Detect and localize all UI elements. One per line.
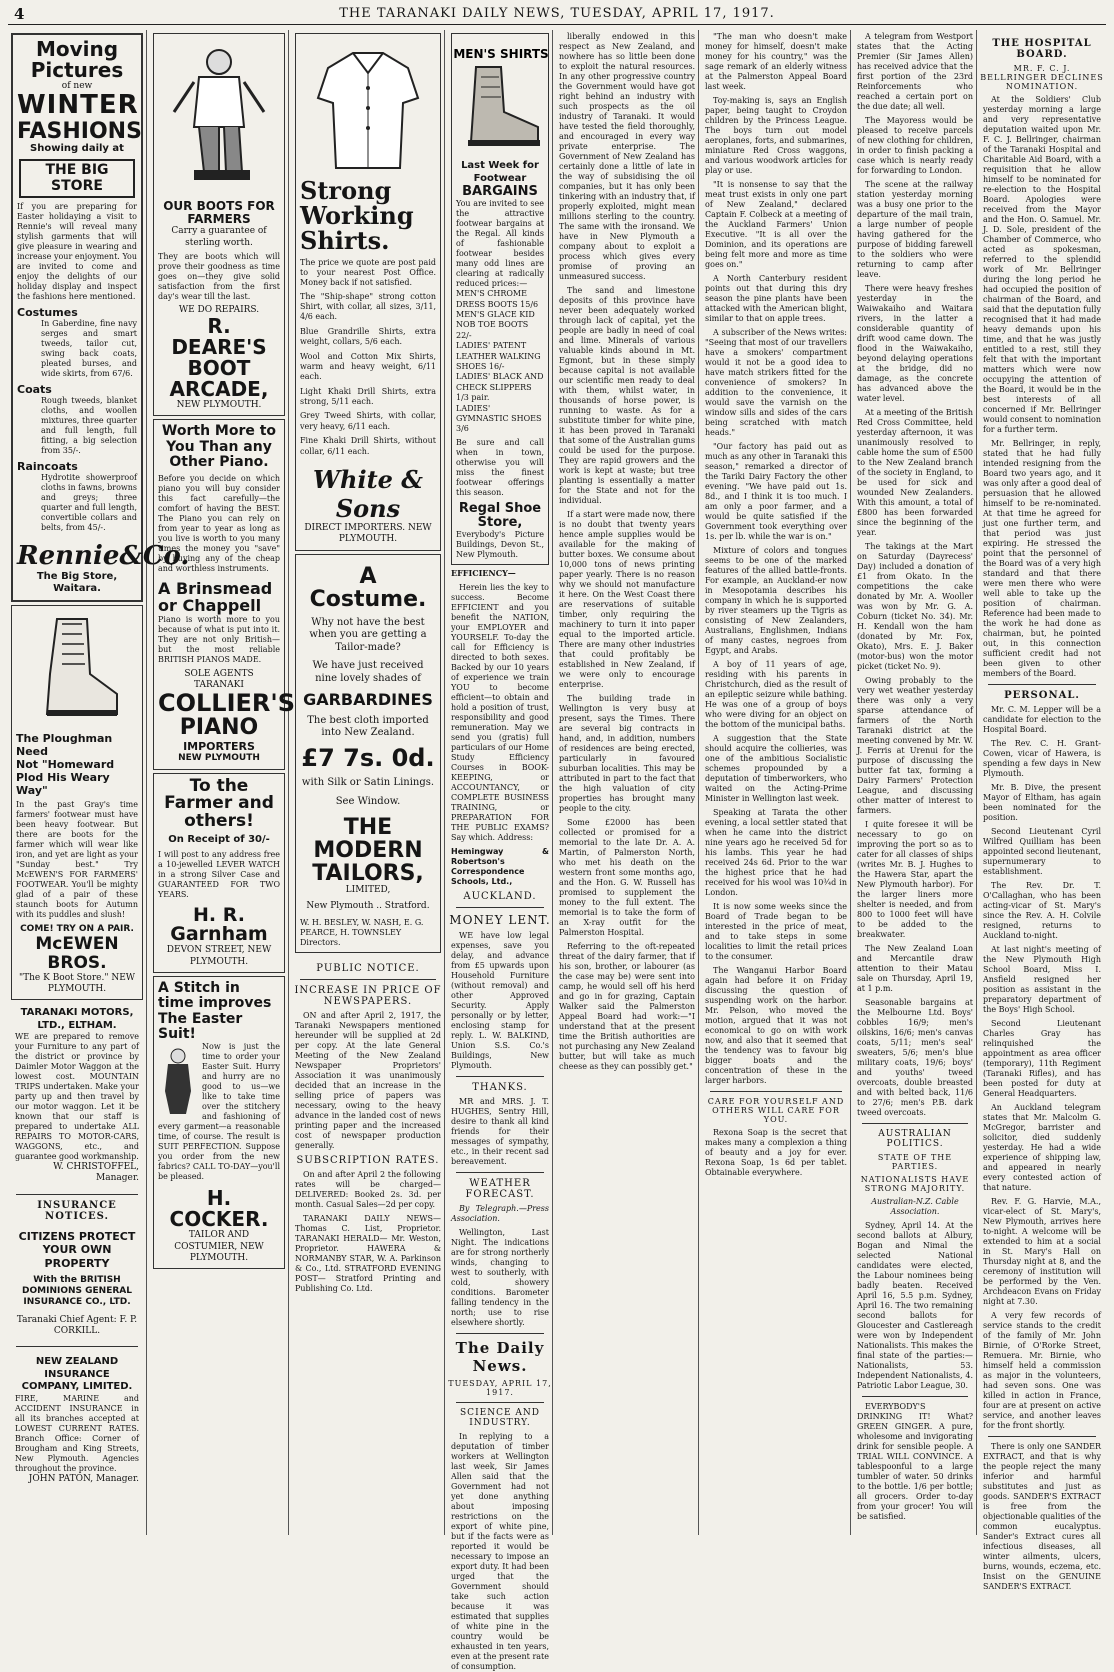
article-body: "The man who doesn't make money for himself, doesn't make money for his country," was the sage remark of an elderly witness at the Palmerston Appeal Board last week. <box>705 32 847 91</box>
efficiency-heading: EFFICIENCY— <box>451 568 516 579</box>
article-heading <box>448 568 552 579</box>
ad-body: FIRE, MARINE and ACCIDENT INSURANCE in all its branches accepted at LOWEST CURRENT RATES. Branch Office: Corner of Brougham and King Streets, New Plymouth. Agencies throughout the province. <box>15 1393 139 1473</box>
ad-text: IMPORTERS <box>183 739 255 753</box>
ad-headline: CITIZENS PROTECT YOUR OWN PROPERTY <box>18 1229 136 1271</box>
ad-body: Piano is worth more to you because of what is put into it. They are not only British—but the most reliable BRITISH PIANOS MADE. <box>158 614 280 664</box>
white-sons-advert <box>295 33 441 551</box>
list-item: Fine Khaki Drill Shirts, without collar, 6/11 each. <box>300 436 436 456</box>
personal-item: The Rev. C. H. Grant-Cowen, vicar of Hawera, is spending a few days in New Plymouth. <box>983 739 1101 778</box>
column-5 <box>556 30 699 1535</box>
article-body: Owing probably to the very wet weather yesterday there was only a very sparse attendance of farmers of the North Taranaki district at the meeting convened by Mr. W. J. Ferris at Urenui for the purpose of discussing the butter fat tax, forming a Dairy Farmers' Protection League, and discussing other matter of interest to farmers. <box>857 676 973 815</box>
list-item: MEN'S CHROME DRESS BOOTS 15/6 <box>456 289 539 309</box>
ad-text: Carry a guarantee of sterling worth. <box>171 226 267 248</box>
article-body: WE have low legal expenses, save you delay, and advance from £5 upwards upon Household Furniture (without removal) and other Approved Security. Apply personally or by letter, enclosing stamp for reply. L. W. BALKIND, Union S.S. Co.'s Buildings, New Plymouth. <box>451 931 549 1071</box>
ad-text: Everybody's Picture Buildings, Devon St., New Plymouth. <box>456 530 544 560</box>
ad-text: TAILOR AND COSTUMIER, NEW PLYMOUTH. <box>174 1230 264 1263</box>
ad-text: See Window. <box>335 795 401 807</box>
cocker-advert <box>153 976 285 1269</box>
dateline: TUESDAY, APRIL 17, 1917. <box>448 1379 552 1398</box>
article-body: Seasonable bargains at the Melbourne Ltd. Boys' cobbles 16/9; men's oilskins, 16/6; men's canvas coats, 5/11; men's seal' sweaters, 5/6; men's blue military coats, 19/6; boys' and youths' tweed overcoats, double breasted and with belted back, 11/6 to 27/6; men's P.B. dark tweed overcoats. <box>857 998 973 1117</box>
mcewen-advert <box>11 605 143 1000</box>
ad-headline: Not "Homeward <box>16 757 115 771</box>
section-subheading: MR. F. C. J. BELLRINGER DECLINES NOMINATION. <box>980 64 1104 91</box>
article-body: Sydney, April 14. At the second ballots at Albury, Bogan and Nimal the selected National candidates were elected, the Labour nominees being badly beaten. Received April 16, 5.5 p.m. Sydney, April 16. The two remaining second ballots for Gloucester and Castlereagh were won by Independent Nationalists. This makes the final state of the parties:— Nationalists, 53. Independent Nationalists, 4. Patriotic Labor League, 30. <box>857 1221 973 1390</box>
nz-insurance-advert <box>11 1352 143 1489</box>
personal-item: At last night's meeting of the New Plymouth High School Board, Miss I. Ansfield resigned her position as assistant in the preparatory department of the Boys' High School. <box>983 945 1101 1014</box>
ad-headline: Worth More to You Than any Other Piano. <box>161 423 277 471</box>
article-body: Some £2000 has been collected or promised for a memorial to the late Dr. A. A. Martin, of Palmerston North, who met his death on the western front some months ago, and the Hon. G. W. Russell has promised to supplement the money to the full extent. The memorial is to take the form of an X-ray outfit for the Palmerston Hospital. <box>559 818 695 937</box>
section-heading: MONEY LENT. <box>449 913 551 928</box>
ad-headline: Last Week for Footwear <box>461 160 539 184</box>
article-body: In replying to a deputation of timber workers at Wellington last week, Sir James Allen said that the Government had not yet done anything about imposing restrictions on the export of white pine, but if the facts were as reported it would be necessary to impose an export duty. It had been urged that the Government should take such action because it was estimated that supplies of white pine in the country would be exhausted in ten years, even at the present rate of consumption. <box>451 1432 549 1672</box>
ad-headline: Working <box>300 201 414 231</box>
article-body: At a meeting of the British Red Cross Committee, held yesterday afternoon, it was unanimously resolved to cable home the sum of £500 to the New Zealand branch of the society in England, to be used for sick and wounded New Zealanders. With this amount, a total of £800 has been forwarded since the beginning of the year. <box>857 408 973 537</box>
ad-text: "The K Boot Store." NEW PLYMOUTH. <box>18 972 136 994</box>
ad-text: COME! TRY ON A PAIR. <box>20 923 134 934</box>
article-body: A subscriber of the News writes: "Seeing that most of our travellers have a smokers' compartment would it not be a good idea to have match strikers fitted for the convenience of smokers? In addition to the convenience, it would save the varnish on the window sills and sides of the cars being scratched with match heads." <box>705 328 847 437</box>
ad-headline: FASHIONS <box>17 118 142 144</box>
ad-body: Now is just the time to order your Easter Suit. Hurry and hurry are no good to us—we like to take time over the stitchery and fashioning of every garment—a reasonable time, of course. The result is SUIT PERFECTION. Suppose you order from the new fabrics? CALL TO-DAY—you'll be pleased. <box>158 1042 280 1182</box>
column-6 <box>702 30 851 1535</box>
big-store-banner: THE BIG STORE <box>19 159 135 198</box>
mcewen-logo: McEWEN BROS. <box>35 934 119 973</box>
article-body: There is only one SANDER EXTRACT, and that is why the people reject the many inferior and harmful substitutes and just as goods. SANDER'S EXTRACT is free from the objectionable qualities of the common eucalyptus. Sander's Extract cures all infectious diseases, all winter ailments, ulcers, burns, wounds, eczema, etc. Insist on the GENUINE SANDER'S EXTRACT. <box>983 1442 1101 1591</box>
ad-signature: JOHN PATON, Manager. <box>28 1473 139 1484</box>
list-item: Grey Tweed Shirts, with collar, very heavy, 6/11 each. <box>300 411 436 431</box>
deare-logo: ARCADE, <box>169 377 269 402</box>
article-body: I quite foresee it will be necessary to go on improving the port so as to cater for all classes of ships (writes Mr. B. J. Hughes to the Hawera Star, apart the New Plymouth harbor). For the larger liners more shelter is needed, and from 800 to 1000 feet will have to be added to the breakwater. <box>857 820 973 939</box>
ad-body: Be sure and call when in town, otherwise you will miss the finest footwear offerings this season. <box>456 437 544 497</box>
article-body: Speaking at Tarata the other evening, a local settler stated that when he came into the district nine years ago he received 5d for his lambs. This year he had received 24s 6d. Prior to the war the highest price that he had received for his wool was 10¾d in London. <box>705 808 847 897</box>
ad-headline: To the Farmer and others! <box>164 775 274 832</box>
ad-text: SOLE AGENTS TARANAKI <box>184 668 254 690</box>
white-sons-logo: White & Sons <box>313 465 423 524</box>
column-1 <box>8 30 190 1535</box>
list-item: The "Ship-shape" strong cotton Shirt, with collar, all sizes, 3/11, 4/6 each. <box>300 291 436 322</box>
boot-illustration-icon <box>32 614 122 724</box>
garnham-advert <box>153 773 285 973</box>
section-heading: AUSTRALIAN POLITICS. <box>878 1129 952 1149</box>
ad-body: You are invited to see the attractive footwear bargains at the Regal. All kinds of fashionable footwear besides many odd lines are clearing at radically reduced prices:— <box>456 199 544 289</box>
garnham-logo: H. R. Garnham <box>170 903 268 946</box>
ad-headline: BARGAINS <box>462 184 538 199</box>
collier-logo: COLLIER'S <box>158 689 296 718</box>
article-body: On and after April 2 the following rates will be charged— DELIVERED: Booked 2s. 3d. per month. Casual Sales—2d per copy. <box>295 1169 441 1209</box>
article-body: The building trade in Wellington is very busy at present, says the Times. There are several big contracts in hand, and, in addition, numbers of residences are being erected, particularly in favoured suburban localities. This may be attributed in part to the fact that the high valuation of city properties has brought many people to the city. <box>559 694 695 813</box>
ad-headline: GARBARDINES <box>303 690 433 710</box>
article-body: Referring to the oft-repeated threat of the dairy farmer, that if his son, brother, or labourer (as the case may be) were sent into camp, he would sell off his herd and go in for grazing, Captain Walker said the Palmerston Appeal Board had work:—"I understand that at the present time the British authorities are not purchasing any New Zealand butter, but will take as much cheese as they can possibly get." <box>559 942 695 1071</box>
list-item: Blue Grandrille Shirts, extra weight, collars, 5/6 each. <box>300 326 436 347</box>
list-item: MEN'S GLACE KID NOB TOE BOOTS 22/- <box>456 310 535 340</box>
section-label: Raincoats <box>17 459 78 473</box>
article-body: The New Zealand Loan and Mercantile draw attention to their Matau sale on Thursday, April 19, at 1 p.m. <box>857 944 973 993</box>
ad-text: DEVON STREET, NEW PLYMOUTH. <box>166 945 272 967</box>
article-body: EVERYBODY'S DRINKING IT! What? GREEN GINGER. A pure, wholesome and invigorating drink for sensible people. A TRIAL WILL CONVINCE. A tablespoonful to a large tumbler of water. 50 drinks to the bottle. 1/6 per bottle; all grocers. Order to-day from your grocer! You will be satisfied. <box>857 1402 973 1521</box>
ad-headline: The Ploughman Need <box>16 731 113 758</box>
article-body: Rexona Soap is the secret that makes many a complexion a thing of beauty and a joy for ever. Rexona Soap, 1s 6d per tablet. Obtainable everywhere. <box>705 1128 847 1177</box>
column-7 <box>854 30 1104 1591</box>
section-heading: THE HOSPITAL BOARD. <box>992 38 1092 60</box>
ad-headline: Strong <box>300 176 392 205</box>
section-heading: WEATHER FORECAST. <box>465 1178 535 1201</box>
article-body: liberally endowed in this respect as New Zealand, and nowhere has so little been done to exploit the natural resources. In any other progressive country the Government would have got right behind an industry with such prospects as the oil industry of Taranaki. It would have tested the field thoroughly, and encouraged in every way private enterprise. The Government of New Zealand has certainly done a little of late in the way of subsidising the oil companies, but it has only been tinkering with an industry that, if properly exploited, might mean millions sterling to the country. The same with the ironsand. We have in New Plymouth a company about to exploit a process which gives every promise of proving an unmeasured success. <box>559 32 695 281</box>
section-label: Costumes <box>17 305 78 319</box>
deare-logo: R. DEARE'S <box>171 314 267 360</box>
list-item: LADIES' BLACK AND CHECK SLIPPERS 1/3 pair. <box>456 372 544 403</box>
section-label: Coats <box>17 382 52 396</box>
article-body: ON and after April 2, 1917, the Taranaki Newspapers mentioned hereunder will be supplied at 2d per copy. At the late General Meeting of the New Zealand Newspaper Proprietors' Association it was unanimously decided that an increase in the selling price of papers was necessary, owing to the heavy advance in the landed cost of news printing paper and the increased cost of newspaper production generally. <box>295 1010 441 1150</box>
ad-text: AUCKLAND. <box>463 891 537 903</box>
collier-advert <box>153 419 296 769</box>
ad-text: Taranaki Chief Agent: F. P. CORKILL. <box>16 1314 138 1336</box>
ad-text: NEW PLYMOUTH. <box>176 400 262 411</box>
daily-news-nameplate: The Daily News. <box>455 1339 545 1376</box>
list-item: Light Khaki Drill Shirts, extra strong, 5/11 each. <box>300 386 436 407</box>
column-7-right <box>980 30 1104 1591</box>
ad-text: The best cloth imported into New Zealand. <box>307 714 429 739</box>
article-body: A telegram from Westport states that the Acting Premier (Sir James Allen) has received advice that the first portion of the 23rd Reinforcements who reached a certain port on the due date; all well. <box>857 32 973 111</box>
ad-headline: OUR BOOTS FOR FARMERS <box>163 199 275 227</box>
ad-body: Rough tweeds, blanket cloths, and woollen mixtures, three quarter and full length, full fitting, a big selection from 35/-. <box>41 395 137 455</box>
ad-headline: A Stitch in time improves The Easter Suit! <box>158 979 272 1043</box>
personal-item: Second Lieutenant Cyril Wilfred Quilliam has been appointed second lieutenant, supernumerary to establishment. <box>983 827 1101 876</box>
column-3 <box>292 30 445 1535</box>
ad-headline: NEW ZEALAND INSURANCE COMPANY, LIMITED. <box>21 1356 133 1393</box>
ad-text: The Big Store, Waitara. <box>36 570 118 595</box>
ad-body: WE are prepared to remove your Furniture to any part of the district or province by Daimler Motor Waggon at the lowest cost. MOUNTAIN TRIPS undertaken. Make your party up and then travel by our motor waggon. Let it be known that our staff is prepared to undertake ALL REPAIRS TO MOTOR-CARS, WAGGONS, etc., and guarantee good workmanship. <box>15 1032 139 1162</box>
ad-body: Before you decide on which piano you will buy consider this fact carefully—the comfort of having the BEST. The Piano you can rely on from year to year as long as you live is worth to you many times the money you "save" by buying any of the cheap and worthless instruments. <box>158 473 280 573</box>
article-body: Wellington, Last Night. The indications are for strong northerly winds, changing to west to southerly, with cold, showery conditions. Barometer falling tendency in the north; use to rise elsewhere shortly. <box>451 1228 549 1328</box>
shirts-list <box>300 292 436 457</box>
personal-item: Mr. C. M. Lepper will be a candidate for election to the Hospital Board. <box>983 705 1101 734</box>
article-body: MR and MRS. J. T. HUGHES, Sentry Hill, desire to thank all kind friends for their messages of sympathy, etc., in their recent sad bereavement. <box>451 1097 549 1167</box>
ad-headline: A Brinsmead or Chappell <box>158 578 273 616</box>
ad-body: In the past Gray's time farmers' footwear must have been heavy footwear. But there are boots for the farmer which will wear like iron, and yet are light as your "Sunday best." Try McEWEN'S FOR FARMERS' FOOTWEAR. You'll be mighty glad of a pair of these staunch boots for Autumn with its puddles and slush! <box>16 799 138 919</box>
section-heading: SCIENCE AND INDUSTRY. <box>460 1408 540 1429</box>
personal-item: An Auckland telegram states that Mr. Malcolm G. McGregor, barrister and solicitor, died suddenly yesterday. He had a wide experience of shipping law, and appeared in nearly every contested action of that nature. <box>983 1103 1101 1192</box>
article-body: Australian-N.Z. Cable Association. <box>871 1197 959 1216</box>
ad-text: DIRECT IMPORTERS. NEW PLYMOUTH. <box>304 523 432 545</box>
shoe-illustration-icon <box>453 42 549 152</box>
list-item: LADIES' PATENT LEATHER WALKING SHOES 16/- <box>456 341 541 372</box>
motors-advert <box>11 1003 143 1189</box>
article-body: By Telegraph.—Press Association. <box>451 1204 549 1224</box>
article-body: If a start were made now, there is no doubt that twenty years hence ample supplies would be available for the making of butter boxes. We consume about 10,000 tons of news printing paper yearly. There is no reason why we should not manufacture it here. On the West Coast there are reservations of suitable timber, only requiring the machinery to turn it into paper equal to the imported article. There are many other industries that could profitably be established in New Zealand, if we were only to encourage enterprise. <box>559 510 695 689</box>
personal-item: A very few records of service stands to the credit of the family of Mr. John Birnie, of O'Rorke Street, Remuera. Mr. Birnie, who himself held a commission as major in the volunteers, had seven sons. One was killed in action in France, four are at present on active service, and another leaves for the front shortly. <box>983 1311 1101 1430</box>
bargain-list <box>456 289 544 434</box>
column-2 <box>150 30 296 1535</box>
article-body: Mixture of colors and tongues seems to be one of the marked features of the allied battle-fronts. For example, an Auckland-er now in Mesopotamia describes his company in which he is supported by river steamers up the Tigris as consisting of New Zealanders, Australians, Englishmen, Indians of many castes, negroes from Egypt, and Arabs. <box>705 546 847 655</box>
ad-text: Hemingway & Robertson's Correspondence Schools, Ltd., <box>451 847 549 887</box>
list-item: Wool and Cotton Mix Shirts, warm and heavy weight, 6/11 each. <box>300 351 436 382</box>
article-body: The Wanganui Harbor Board again had before it on Friday discussing the question of suspending work on the harbor. Mr. Pelson, who moved the motion, argued that it was not economical to go on with work now, and also that it seemed that the tendency was to favour big bigger boats and the concentration of these in the larger harbors. <box>705 966 847 1085</box>
column-7-left <box>854 30 977 1535</box>
ad-body: With the BRITISH DOMINIONS GENERAL INSURANCE CO., LTD. <box>22 1274 132 1308</box>
ad-text: of new <box>61 81 93 91</box>
deare-logo: BOOT <box>187 356 251 381</box>
ad-body: They are boots which will prove their goodness as time goes on—they give solid satisfaction from the first day's wear till the last. <box>158 251 280 301</box>
ad-headline: Moving Pictures <box>30 37 124 82</box>
ad-headline: A Costume. <box>309 563 427 612</box>
masthead <box>8 4 1106 25</box>
ad-text: WE DO REPAIRS. <box>178 304 260 315</box>
section-heading: SUBSCRIPTION RATES. <box>296 1154 440 1166</box>
section-subheading: STATE OF THE PARTIES. <box>877 1153 953 1171</box>
article-body: A boy of 11 years of age, residing with his parents in Christchurch, died as the result of an epileptic seizure while bathing. He was one of a group of boys who were diving for an object on the bottom of the municipal baths. <box>705 660 847 729</box>
modern-tailors-logo: THE MODERN TAILORS, <box>312 815 424 887</box>
ad-body: I will post to any address free a 10-jewelled LEVER WATCH in a strong Silver Case and GUARANTEED FOR TWO YEARS. <box>158 849 280 899</box>
article-body: Toy-making is, says an English paper, being taught to Croydon children by the Princess League. The boys turn out model aeroplanes, forts, and submarines, miniature Red Cross waggons, and various woodwork articles for play or use. <box>705 96 847 175</box>
article-body: There were heavy freshes yesterday in the Waiwakaiho and Waitara rivers, in the latter a considerable quantity of drift wood came down. The flood in the Waiwakaiho, beyond delaying operations at the bridge, did no damage, as the concrete has advanced above the water level. <box>857 284 973 403</box>
ad-text: New Plymouth .. Stratford. <box>306 900 430 911</box>
article-body: A North Canterbury resident points out that during this dry season the pine plants have been attacked with the American blight, similar to that on apple trees. <box>705 274 847 323</box>
regal-advert <box>451 33 549 565</box>
citizens-advert <box>11 1226 143 1342</box>
ad-text: Showing daily at <box>30 142 124 154</box>
column-4 <box>448 30 553 1672</box>
ad-text: On Receipt of 30/- <box>168 834 270 846</box>
article-body: "Our factory has paid out as much as any other in Taranaki this season," remarked a director of the Tariki Dairy Factory the other evening. "We have paid out 1s. 8d., and I think it is too much. I am only a poor farmer, and a would be quite satisfied if the Government took everything over 1s. per lb. while the war is on." <box>705 442 847 541</box>
tailor-figure-icon <box>158 1046 198 1116</box>
ad-text: LIMITED, <box>345 885 391 896</box>
ad-body: In Gaberdine, fine navy serges and smart tweeds, tailor cut, swing back coats, pleated burses, and wide skirts, from 67/6. <box>41 318 137 378</box>
deare-advert <box>153 33 285 416</box>
regal-logo: Regal Shoe Store, <box>458 500 542 531</box>
ad-text: NEW PLYMOUTH <box>178 753 260 764</box>
ad-body: Hydrotite showerproof cloths in fawns, browns and greys; three quarter and full length, convertible collars and belts, from 45/-. <box>41 472 137 532</box>
article-body: Mr. Bellringer, in reply, stated that he had fully intended resigning from the Board two years ago, and it was only after a good deal of persuasion that he allowed himself to be re-nominated. At that time he agreed for just one further term, and that period was just expiring. He stressed the point that the personnel of the Board was of a very high standard and that there were men there who were well able to take up the position of chairman. Reference had been made to the work he had done as chairman, but, he pointed out, in this connection sufficient credit had not been given to other members of the Board. <box>983 439 1101 678</box>
price: £7 7s. 0d. <box>301 743 435 772</box>
ad-body: W. H. BESLEY, W. NASH, E. G. PEARCE, H. TOWNSLEY Directors. <box>300 917 424 947</box>
section-heading: PERSONAL. <box>1004 690 1080 701</box>
section-heading: THANKS. <box>472 1082 528 1094</box>
masthead-title: THE TARANAKI DAILY NEWS, TUESDAY, APRIL 17, 1917. <box>339 6 775 21</box>
personal-item: The Rev. Dr. T. O'Callaghan, who has been acting-vicar of St. Mary's since the Rev. A. H. Colvile resigned, returns to Auckland to-night. <box>983 881 1101 940</box>
personal-item: Rev. F. G. Harvie, M.A., vicar-elect of St. Mary's, New Plymouth, arrives here to-night. A welcome will be extended to him at a social in St. Mary's Hall on Thursday night at 8, and the ceremony of institution will be performed by the Ven. Archdeacon Evans on Friday night at 7.30. <box>983 1197 1101 1306</box>
section-subheading: NATIONALISTS HAVE STRONG MAJORITY. <box>860 1175 970 1193</box>
ad-text: We have just received nine lovely shades of <box>312 660 424 684</box>
ad-headline: Shirts. <box>300 226 390 256</box>
ad-body: The price we quote are post paid to your nearest Post Office. Money back if not satisfied. <box>300 257 436 287</box>
article-body: TARANAKI DAILY NEWS— Thomas C. List, Proprietor. TARANAKI HERALD— Mr. Weston, Proprietor. HAWERA & NORMANBY STAR, W. A. Parkinson & Co., Ltd. STRATFORD EVENING POST— Stratford Printing and Publishing Co. Ltd. <box>295 1213 441 1293</box>
article-body: A suggestion that the State should acquire the collieries, was one of the ambitious Socialistic schemes propounded by a deputation of timberworkers, who waited on the Acting-Prime Minister in Wellington last week. <box>705 734 847 803</box>
section-heading: PUBLIC NOTICE. <box>316 962 420 974</box>
rennie-logo: Rennie&Co. <box>17 540 190 571</box>
article-body: The scene at the railway station yesterday morning was a busy one prior to the departure of the mail train, a large number of people having gathered for the purpose of bidding farewell to the soldiers who were returning to camp after leave. <box>857 180 973 279</box>
ad-headline: WINTER <box>17 90 139 121</box>
article-body: At the Soldiers' Club yesterday morning a large and very representative deputation waited upon Mr. F. C. J. Bellringer, chairman of the Taranaki Hospital and Charitable Aid Board, with a requisition that he allow himself to be nominated for re-election to the Hospital Board. Apologies were received from the Mayor and the Hon. O. Samuel. Mr. J. D. Sole, president of the Chamber of Commerce, who acted as spokesman, referred to the splendid work of Mr. Bellringer during the long period he had occupied the position of chairman of the Board, and said that the deputation fully recognised that it had made heavy demands upon his time, and that he was justly entitled to a rest, still they felt that with the important matters which were now occupying the attention of the Board, it would be in the best interests of all concerned if Mr. Bellringer would consent to nomination for a further term. <box>983 95 1101 434</box>
ad-signature: W. CHRISTOFFEL, Manager. <box>53 1162 139 1184</box>
ad-body: If you are preparing for Easter holidaying a visit to Rennie's will reveal many stylish garments that will give pleasure in wearing and increase your enjoyment. You are invited to come and enjoy the delights of our holiday display and inspect the fashions here mentioned. <box>17 201 137 301</box>
ad-text: Why not have the best when you are getting a Tailor-made? <box>309 616 427 653</box>
personal-item: Second Lieutenant Charles Gray has relinquished the appointment as area officer (temporary), 11th Regiment (Taranaki Rifles), and has been posted for duty at General Headquarters. <box>983 1019 1101 1098</box>
article-body: The sand and limestone deposits of this province have never been adequately worked through lack of capital, yet the people are badly in need of coal and lime. Minerals of various valuable kinds abound in Mt. Egmont, but in these simply because capital is not available our scientific men ready to deal with them, whilst water, in thousands of horse power, is running to waste. As for a substitute timber for white pine, it has been proved in Taranaki that some of the Australian gums could be used for the purpose. They are rapid growers and the work is kept at waste; but tree planting is essentially a matter for the State and not for the individual. <box>559 286 695 505</box>
section-heading: CARE FOR YOURSELF AND OTHERS WILL CARE FOR YOU. <box>707 1097 845 1124</box>
section-heading: INSURANCE NOTICES. <box>37 1199 117 1222</box>
article-body: The Mayoress would be pleased to receive parcels of new clothing for children, in order to finish packing a case which is nearly ready for forwarding to London. <box>857 116 973 175</box>
modern-tailors-advert <box>295 554 441 953</box>
mens-shirts-label: MEN'S SHIRTS <box>453 47 549 61</box>
personal-item: Mr. B. Dive, the present Mayor of Eltham, has again been nominated for the position. <box>983 783 1101 822</box>
page-number: 4 <box>14 5 26 23</box>
ad-headline: TARANAKI MOTORS, LTD., ELTHAM. <box>20 1007 134 1031</box>
article-body: "It is nonsense to say that the meat trust exists in only one part of New Zealand," declared Captain F. Colbeck at a meeting of the Auckland Farmers' Union Executive. "It is all over the Dominion, and its operations are being felt more and more as time goes on." <box>705 180 847 269</box>
article-body: The takings at the Mart on Saturday (Dayrecess' Day) included a donation of £1 from Okato. In the competitions the cake donated by Mr. A. Wooller was won by Mr. G. A. Coburn (ticket No. 34). Mr. H. Kendall won the ham (donated by Mr. Fox, Okato), Mrs. E. J. Baker (motor-bus) won the motor picket (ticket No. 9). <box>857 542 973 671</box>
shirts-illustration-icon <box>308 38 428 178</box>
ad-headline: Plod His Weary Way" <box>16 770 110 797</box>
cocker-logo: H. COCKER. <box>169 1186 269 1232</box>
man-with-boots-icon <box>164 42 274 192</box>
ad-text: with Silk or Satin Linings. <box>301 777 435 788</box>
rennie-advert <box>11 33 190 602</box>
article-body: It is now some weeks since the Board of Trade began to be interested in the price of meat, and to take steps in some localities to limit the retail prices to the consumer. <box>705 902 847 961</box>
list-item: LADIES' GYMNASTIC SHOES 3/6 <box>456 403 542 434</box>
article-body: Herein lies the key to success. Become EFFICIENT and you benefit the NATION, your EMPLOYER and YOURSELF. To-day the call for Efficiency is directed to both sexes. Backed by our 10 years of experience we train YOU to become efficient—to obtain and hold a position of trust, responsibility and good remuneration. May we send you (gratis) full particulars of our Home Study Efficiency Courses in BOOK-KEEPING, or ACCOUNTANCY, or COMPLETE BUSINESS TRAINING, or PREPARATION FOR THE PUBLIC EXAMS? Say which. Address: <box>451 583 549 843</box>
collier-logo: PIANO <box>179 715 259 741</box>
section-heading: INCREASE IN PRICE OF NEWSPAPERS. <box>294 984 442 1007</box>
